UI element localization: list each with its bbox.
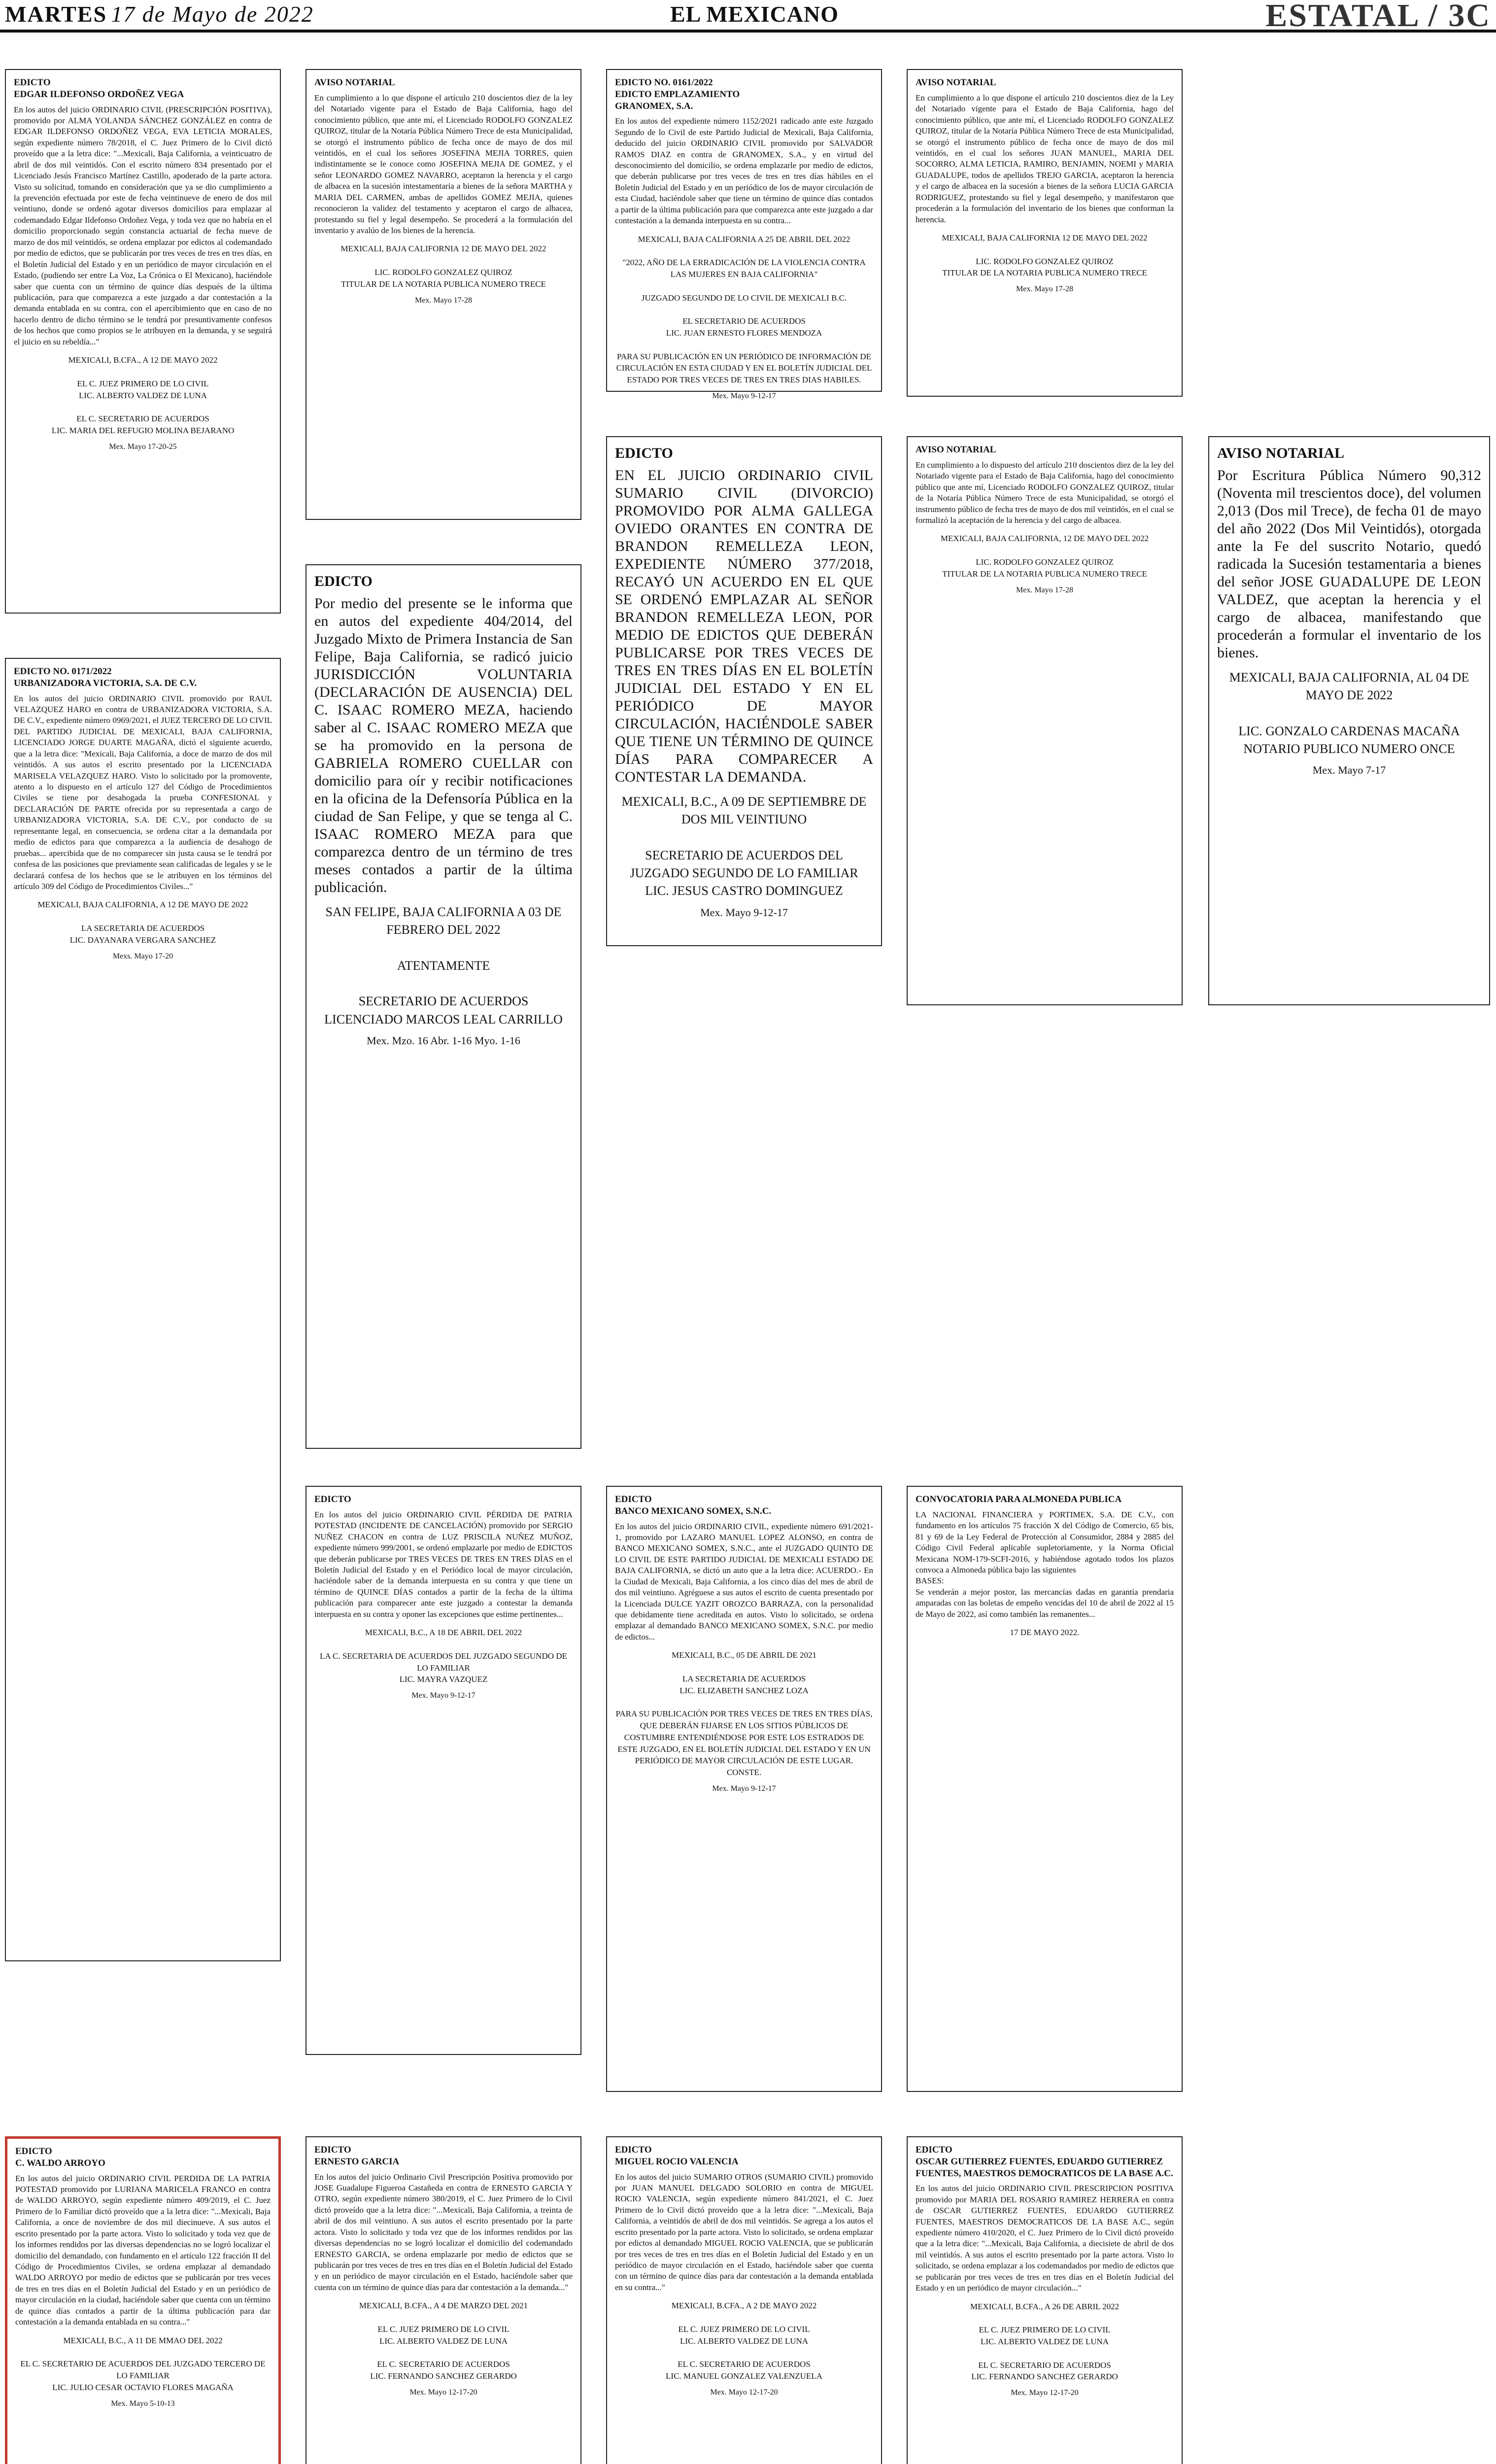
notice-signature: SAN FELIPE, BAJA CALIFORNIA A 03 DE FEBRERO DEL 2022 ATENTAMENTE SECRETARIO DE ACUERDOS LICENCIADO MARCOS LEAL CARRILLO [324, 904, 563, 1027]
legal-notice[interactable] [606, 1486, 882, 2092]
notice-signature: MEXICALI, BAJA CALIFORNIA 12 DE MAYO DEL 2022 LIC. RODOLFO GONZALEZ QUIROZ TITULAR DE LA NOTARIA PUBLICA NUMERO TRECE [942, 233, 1148, 278]
legal-notice[interactable] [606, 69, 882, 400]
notice-heading: EDICTO [314, 573, 373, 589]
notice-heading: AVISO NOTARIAL [916, 445, 996, 455]
legal-notice[interactable] [907, 1486, 1183, 2092]
column-1 [5, 69, 281, 2464]
publication-dates: Mex. Mayo 17-20-25 [109, 442, 177, 451]
notice-signature: MEXICALI, B.C., 05 DE ABRIL DE 2021 LA SECRETARIA DE ACUERDOS LIC. ELIZABETH SANCHEZ LOZA PARA SU PUBLICACIÓN POR TRES VECES DE TRES EN TRES DÍAS, QUE DEBERÁN FIJARSE EN LOS SITIOS PÚBLICOS DE COSTUMBRE ENTENDIÉNDOSE POR ESTE LOS ESTRADOS DE ESTE JUZGADO, EN EL BOLETÍN JUDICIAL DEL ESTADO Y EN UN PERIÓDICO DE MAYOR CIRCULACIÓN DE ESTE LUGAR. CONSTE. [615, 1650, 873, 1778]
publication-dates: Mex. Mayo 12-17-20 [1011, 2389, 1079, 2397]
notice-body: En cumplimiento a lo que dispone el artículo 210 doscientos diez de la ley del Notariado vigente para el Estado de Baja California, hago del conocimiento público, que ante mí, el Licenciado RODOLFO GONZALEZ QUIROZ, titular de la Notaría Pública Número Trece de esta Municipalidad, se otorgó el instrumento público de fecha once de mayo de dos mil veintidós, en el cual los señores JOSEFINA MEJIA TORRES, quien indistintamente se le conoce como JOSEFINA MEJIA DE GOMEZ, y el señor LEONARDO GOMEZ NAVARRO, aceptaron la herencia y el cargo de albacea en la sucesión intestamentaria a bienes de la señora MARTHA y MARIA DEL CARMEN, ambas de apellidos GOMEZ MEJIA, quienes reconocieron la validez del testamento y aceptaron el cargo de albacea, protestando su fiel y legal desempeño. Se procederá a la formulación del inventario y avalúo de los bienes de la herencia. [314, 93, 575, 235]
notice-heading: EDICTO NO. 0161/2022 EDICTO EMPLAZAMIENTO GRANOMEX, S.A. [615, 77, 740, 111]
notice-heading: EDICTO MIGUEL ROCIO VALENCIA [615, 2145, 739, 2167]
notice-body: En los autos del juicio Ordinario Civil Prescripción Positiva promovido por JOSE Guadalupe Figueroa Castañeda en contra de ERNESTO GARCIA Y OTRO, según expediente número 380/2019, el C. Juez Primero de lo Civil dictó proveído que a la letra dice: "...Mexicali, Baja California, a treinta de abril de dos mil veintiuno. A sus autos el escrito presentado por la parte actora. Visto lo solicitado y toda vez que de los informes rendidos por las diversas dependencias no se logró localizar el domicilio del codemandado ERNESTO GARCIA, se ordena emplazarle por medio de edictos que se publicarán por tres veces de tres en tres días en el Boletín Judicial del Estado y en un periódico de mayor circulación en el Estado, haciéndole saber que cuenta con un término de quince días para dar contestación a la demanda..." [314, 2172, 575, 2292]
legal-notice[interactable] [1208, 436, 1490, 1005]
legal-notice[interactable] [907, 2136, 1183, 2464]
weekday: MARTES [5, 1, 107, 27]
legal-notice[interactable] [306, 2136, 581, 2464]
notice-heading: CONVOCATORIA PARA ALMONEDA PUBLICA [916, 1494, 1122, 1505]
notice-heading: EDICTO C. WALDO ARROYO [15, 2146, 105, 2168]
publication-dates: Mex. Mzo. 16 Abr. 1-16 Myo. 1-16 [367, 1034, 520, 1047]
notice-body: En los autos del juicio ORDINARIO CIVIL PÉRDIDA DE PATRIA POTESTAD (INCIDENTE DE CANCELACIÓN) promovido por SERGIO NUÑEZ CHACON en contra de LUZ PRISCILA NUÑEZ MUÑOZ, expediente número 999/2001, se ordenó emplazarle por medio de EDICTOS que deberán publicarse por TRES VECES DE TRES EN TRES DÍAS en el Boletín Judicial del Estado y en el Periódico local de mayor circulación, haciéndole saber de la demanda interpuesta en su contra y que tiene un término de QUINCE DÍAS contados a partir de la fecha de la última publicación para comparecer ante este juzgado a contestar la demanda interpuesta en su contra y oponer las excepciones que estime pertinentes... [314, 1509, 575, 1619]
legal-notice[interactable] [5, 658, 281, 1961]
notice-signature: MEXICALI, B.C., A 09 DE SEPTIEMBRE DE DOS MIL VEINTIUNO SECRETARIO DE ACUERDOS DEL JUZGADO SEGUNDO DE LO FAMILIAR LIC. JESUS CASTRO DOMINGUEZ [621, 794, 867, 898]
notice-signature: MEXICALI, BAJA CALIFORNIA 12 DE MAYO DEL 2022 LIC. RODOLFO GONZALEZ QUIROZ TITULAR DE LA NOTARIA PUBLICA NUMERO TRECE [340, 244, 546, 289]
notice-signature: MEXICALI, B.CFA., A 2 DE MAYO 2022 EL C. JUEZ PRIMERO DE LO CIVIL LIC. ALBERTO VALDEZ DE LUNA EL C. SECRETARIO DE ACUERDOS LIC. MANUEL GONZALEZ VALENZUELA [666, 2301, 822, 2381]
legal-notice[interactable] [306, 1486, 581, 2055]
notice-heading: AVISO NOTARIAL [916, 77, 996, 88]
notice-heading: EDICTO [615, 445, 673, 461]
publication-dates: Mex. Mayo 12-17-20 [409, 2388, 477, 2396]
notice-body: En los autos del juicio ORDINARIO CIVIL PRESCRIPCION POSITIVA promovido por MARIA DEL ROSARIO RAMIREZ HERRERA en contra de OSCAR GUTIERREZ FUENTES, EDUARDO GUTIERREZ FUENTES, MAESTROS DEMOCRATICOS DE LA BASE A.C., según expediente número 410/2020, el C. Juez Primero de lo Civil dictó proveído que a la letra dice: "...Mexicali, Baja California, a diecisiete de abril de dos mil veintidós. A sus autos el escrito presentado por la parte actora. Visto lo solicitado, se ordena emplazar a los codemandados por medio de edictos que se publicarán por tres veces de tres en tres días en el Boletín Judicial del Estado y en un periódico de mayor circulación..." [916, 2184, 1176, 2293]
column-3 [606, 69, 882, 2464]
legal-notice[interactable] [306, 69, 581, 520]
newspaper-name: EL MEXICANO [670, 1, 839, 27]
notice-signature: MEXICALI, B.CFA., A 4 DE MARZO DEL 2021 EL C. JUEZ PRIMERO DE LO CIVIL LIC. ALBERTO VALDEZ DE LUNA EL C. SECRETARIO DE ACUERDOS LIC. FERNANDO SANCHEZ GERARDO [359, 2301, 528, 2381]
column-5 [1208, 69, 1490, 2464]
column-4 [907, 69, 1183, 2464]
publication-dates: Mexs. Mayo 17-20 [112, 952, 173, 960]
notice-signature: MEXICALI, B.CFA., A 26 DE ABRIL 2022 EL C. JUEZ PRIMERO DE LO CIVIL LIC. ALBERTO VALDEZ DE LUNA EL C. SECRETARIO DE ACUERDOS LIC. FERNANDO SANCHEZ GERARDO [970, 2301, 1120, 2382]
notice-body: EN EL JUICIO ORDINARIO CIVIL SUMARIO CIVIL (DIVORCIO) PROMOVIDO POR ALMA GALLEGA OVIEDO ORANTES EN CONTRA DE BRANDON REMELLEZA LEON, EXPEDIENTE NÚMERO 377/2018, RECAYÓ UN ACUERDO EN EL QUE SE ORDENÓ EMPLAZAR AL SEÑOR BRANDON REMELLEZA LEON, POR MEDIO DE EDICTOS QUE DEBERÁN PUBLICARSE POR TRES VECES DE TRES EN TRES DÍAS EN EL BOLETÍN JUDICIAL DEL ESTADO Y EN EL PERIÓDICO DE MAYOR CIRCULACIÓN, HACIÉNDOLE SABER QUE TIENE UN TÉRMINO DE QUINCE DÍAS PARA COMPARECER A CONTESTAR LA DEMANDA. [615, 467, 877, 785]
publication-dates: Mex. Mayo 9-12-17 [700, 906, 788, 919]
legal-notice[interactable] [306, 564, 581, 1449]
notice-signature: MEXICALI, BAJA CALIFORNIA, A 12 DE MAYO DE 2022 LA SECRETARIA DE ACUERDOS LIC. DAYANARA VERGARA SANCHEZ [37, 900, 248, 945]
notice-body: LA NACIONAL FINANCIERA y PORTIMEX, S.A. DE C.V., con fundamento en los artículos 75 fracción X del Código de Comercio, 65 bis, 81 y 69 de la Ley Federal de Protección al Consumidor, 2884 y 2885 del Código Civil Federal aplicable supletoriamente, y la Norma Oficial Mexicana NOM-179-SCFI-2016, y habiéndose agotado todos los plazos convoca a Almoneda pública bajo las siguientes BASES: Se venderán a mejor postor, las mercancías dadas en garantía prendaria amparadas con las boletas de empeño vencidas del 10 de abril de 2022 al 15 de Mayo de 2022, así como también las remanentes... [916, 1509, 1174, 1619]
date-text: 17 de Mayo de 2022 [111, 1, 314, 27]
notice-signature: MEXICALI, B.C., A 11 DE MMAO DEL 2022 EL C. SECRETARIO DE ACUERDOS DEL JUZGADO TERCERO DE LO FAMILIAR LIC. JULIO CESAR OCTAVIO FLORES MAGAÑA [20, 2335, 266, 2392]
section-name: ESTATAL / 3C [1265, 0, 1491, 34]
notice-body: En los autos del juicio ORDINARIO CIVIL (PRESCRIPCIÓN POSITIVA), promovido por ALMA YOLANDA SÁNCHEZ GONZÁLEZ en contra de EDGAR ILDEFONSO ORDOÑEZ VEGA, EVA LETICIA MORALES, según expediente número 78/2018, el C. Juez Primero de lo Civil dictó proveído que a la letra dice: "...Mexicali, Baja California, a veinticuatro de abril de dos mil veintidós. Con el escrito número 834 presentado por el Licenciado Jesús Francisco Martínez Castillo, apoderado de la parte actora. Visto su solicitud, tomando en consideración que ya se dio cumplimiento a la prevención efectuada por este de fecha veintinueve de enero de dos mil veintiuno, donde se ordenó agotar diversos domicilios para emplazar al codemandado Edgar Ildefonso Ordoñez Vega, y toda vez que no habría en el domicilio proporcionado según constancia actuarial de fecha nueve de marzo de dos mil veintidós, se ordena emplazar por edictos al codemandado por medio de edictos, que se publicarán por tres veces de tres en tres días, en el Boletín Judicial del Estado y en un periódico de mayor circulación en el Estado, (pudiendo ser entre La Voz, La Crónica o El Mexicano), haciéndole saber que cuenta con un término de quince días después de la última publicación, para que comparezca a este juzgado a dar contestación a la demanda entablada en su contra, con el apercibimiento que en caso de no hacerlo dentro de dicho término se le tendrá por presuntivamente confesos de los hechos que como propios se le atribuyen en la demanda, y se seguirá el juicio en su rebeldía..." [14, 104, 274, 346]
publication-dates: Mex. Mayo 7-17 [1312, 764, 1386, 777]
notice-body: En los autos del expediente número 1152/2021 radicado ante este Juzgado Segundo de lo Civil de este Partido Judicial de Mexicali, Baja California, deducido del juicio ORDINARIO CIVIL promovido por SALVADOR RAMOS DIAZ en contra de GRANOMEX, S.A., y en virtud del desconocimiento del domicilio, se ordena emplazarle por medio de edictos, que deberán publicarse por tres veces de tres en tres días hábiles en el Boletín Judicial del Estado y en un periódico de los de mayor circulación de esta Ciudad, haciéndole saber que tiene un término de quince días contados a partir de la última publicación para que comparezca ante este juzgado a dar contestación a la demanda interpuesta en su contra... [615, 116, 876, 226]
notice-body: En los autos del juicio ORDINARIO CIVIL PERDIDA DE LA PATRIA POTESTAD promovido por LURIANA MARICELA FRANCO en contra de WALDO ARROYO, según expediente número 409/2019, el C. Juez Primero de lo Familiar dictó proveído que a la letra dice: "...Mexicali, Baja California, a once de noviembre de dos mil diecinueve. A sus autos el escrito presentado por la parte actora. Visto lo solicitado y toda vez que de los informes rendidos por las diversas dependencias no se logró localizar el domicilio del demandado, con fundamento en el artículo 122 fracción II del Código de Procedimientos Civiles, se ordena emplazar al demandado WALDO ARROYO por medio de edictos que se publicarán por tres veces de tres en tres días en el Boletín Judicial del Estado y en un periódico de mayor circulación en la ciudad, haciéndole saber que cuenta con un término de quince días contados a partir de la última publicación para dar contestación a la demanda entablada en su contra..." [15, 2173, 273, 2327]
notice-heading: AVISO NOTARIAL [314, 77, 395, 88]
publication-dates: Mex. Mayo 17-28 [415, 296, 472, 305]
notice-body: En los autos del juicio ORDINARIO CIVIL promovido por RAUL VELAZQUEZ HARO en contra de URBANIZADORA VICTORIA, S.A. DE C.V., expediente número 0969/2021, el JUEZ TERCERO DE LO CIVIL DEL PARTIDO JUDICIAL DE MEXICALI, BAJA CALIFORNIA, LICENCIADO JORGE DUARTE MAGAÑA, dictó el siguiente acuerdo, que a la letra dice: "Mexicali, Baja California, a doce de marzo de dos mil veintidós. A sus autos el escrito presentado por la LICENCIADA MARISELA VELAZQUEZ HARO. Visto lo solicitado por la promovente, atento a lo dispuesto en el artículo 127 del Código de Procedimientos Civiles se tiene por desahogada la prueba CONFESIONAL y DECLARACIÓN DE PARTE ofrecida por su representada a cargo de URBANIZADORA VICTORIA, S.A. DE C.V., por conducto de su representante legal, en consecuencia, se ordena citar a la demandada por medio de edictos para que comparezca a la audiencia de desahogo de pruebas... apercibida que de no comparecer sin justa causa se le tendrá por confesa de las posiciones que previamente sean calificadas de legales y se le declarará confesa de los hechos que se le atribuyen en los términos del artículo 309 del Código de Procedimientos Civiles..." [14, 693, 274, 891]
legal-notice[interactable] [907, 69, 1183, 397]
notice-body: En cumplimiento a lo dispuesto del artículo 210 doscientos diez de la ley del Notariado vigente para el Estado de Baja California, hago del conocimiento público que ante mí, Licenciado RODOLFO GONZALEZ QUIROZ, titular de la Notaría Pública Número Trece de esta Municipalidad, se otorgó el instrumento público de fecha tres de mayo de dos mil veintidós, en el cual se formalizó la aceptación de la herencia y del cargo de albacea. [916, 460, 1176, 525]
publication-dates: Mex. Mayo 12-17-20 [710, 2388, 778, 2396]
notice-signature: MEXICALI, BAJA CALIFORNIA, 12 DE MAYO DEL 2022 LIC. RODOLFO GONZALEZ QUIROZ TITULAR DE LA NOTARIA PUBLICA NUMERO TRECE [940, 534, 1149, 579]
publication-dates: Mex. Mayo 5-10-13 [111, 2399, 175, 2408]
notice-signature: MEXICALI, BAJA CALIFORNIA, AL 04 DE MAYO DE 2022 LIC. GONZALO CARDENAS MACAÑA NOTARIO PUBLICO NUMERO ONCE [1229, 670, 1469, 756]
column-2 [306, 69, 581, 2464]
legal-notice[interactable] [606, 2136, 882, 2464]
publication-dates: Mex. Mayo 17-28 [1016, 285, 1073, 294]
notice-body: Por medio del presente se le informa que en autos del expediente 404/2014, del Juzgado Mixto de Primera Instancia de San Felipe, Baja California, se radicó juicio JURISDICCIÓN VOLUNTARIA (DECLARACIÓN DE AUSENCIA) DEL C. ISAAC ROMERO MEZA, haciendo saber al C. ISAAC ROMERO MEZA que se ha promovido en la persona de GABRIELA ROMERO CUELLAR con domicilio para oír y recibir notificaciones en la oficina de la Defensoría Pública en la ciudad de San Felipe, y que se tenga al C. ISAAC ROMERO MEZA para que comparezca dentro de un término de tres meses contados a partir de la última publicación. [314, 595, 577, 895]
notice-heading: AVISO NOTARIAL [1217, 445, 1345, 461]
publication-dates: Mex. Mayo 17-28 [1016, 585, 1073, 594]
notice-body: En los autos del juicio ORDINARIO CIVIL, expediente número 691/2021-1, promovido por LAZARO MANUEL LOPEZ ALONSO, en contra de BANCO MEXICANO SOMEX, S.N.C., ante el JUZGADO QUINTO DE LO CIVIL DE ESTE PARTIDO JUDICIAL DE MEXICALI ESTADO DE BAJA CALIFORNIA, se dictó un auto que a la letra dice: ACUERDO.- En la Ciudad de Mexicali, Baja California, a los cinco días del mes de abril de dos mil veintiuno. Agréguese a sus autos el escrito de cuenta presentado por la Licenciada DULCE YAZIT OROZCO BARRAZA, con la personalidad que debidamente tiene acreditada en autos. Visto lo solicitado, se ordena emplazar al demandado BANCO MEXICANO SOMEX, S.N.C. por medio de edictos... [615, 1521, 876, 1642]
notice-heading: EDICTO ERNESTO GARCIA [314, 2145, 400, 2167]
page-header [0, 0, 1496, 33]
notice-signature: 17 DE MAYO 2022. [1010, 1628, 1080, 1638]
notice-heading: EDICTO OSCAR GUTIERREZ FUENTES, EDUARDO GUTIERREZ FUENTES, MAESTROS DEMOCRATICOS DE LA BASE A.C. [916, 2145, 1173, 2179]
legal-notice[interactable] [907, 436, 1183, 1005]
notice-signature: MEXICALI, BAJA CALIFORNIA A 25 DE ABRIL DEL 2022 "2022, AÑO DE LA ERRADICACIÓN DE LA VIOLENCIA CONTRA LAS MUJERES EN BAJA CALIFORNIA" JUZGADO SEGUNDO DE LO CIVIL DE MEXICALI B.C. EL SECRETARIO DE ACUERDOS LIC. JUAN ERNESTO FLORES MENDOZA PARA SU PUBLICACIÓN EN UN PERIÓDICO DE INFORMACIÓN DE CIRCULACIÓN EN ESTA CIUDAD Y EN EL BOLETÍN JUDICIAL DEL ESTADO POR TRES VECES DE TRES EN TRES DIAS HABILES. [616, 234, 872, 385]
legal-notice[interactable] [5, 2136, 281, 2464]
notice-body: Por Escritura Pública Número 90,312 (Noventa mil trescientos doce), del volumen 2,013 (Dos mil Trece), de fecha 01 de mayo del año 2022 (Dos Mil Veintidós), otorgada ante la Fe del suscrito Notario, quedó radicada la Sucesión testamentaria a bienes del señor JOSE GUADALUPE DE LEON VALDEZ, que aceptan la herencia y el cargo de albacea, manifestando que procederán a formular el inventario de los bienes. [1217, 467, 1485, 661]
publication-dates: Mex. Mayo 9-12-17 [712, 391, 776, 400]
legal-notice[interactable] [606, 436, 882, 946]
legal-notice[interactable] [5, 69, 281, 614]
notice-heading: EDICTO [314, 1494, 351, 1505]
notice-heading: EDICTO NO. 0171/2022 URBANIZADORA VICTORIA, S.A. DE C.V. [14, 666, 197, 688]
notice-signature: MEXICALI, B.C., A 18 DE ABRIL DEL 2022 LA C. SECRETARIA DE ACUERDOS DEL JUZGADO SEGUNDO DE LO FAMILIAR LIC. MAYRA VAZQUEZ [320, 1628, 567, 1684]
publication-dates: Mex. Mayo 9-12-17 [411, 1691, 476, 1700]
notice-signature: MEXICALI, B.CFA., A 12 DE MAYO 2022 EL C. JUEZ PRIMERO DE LO CIVIL LIC. ALBERTO VALDEZ DE LUNA EL C. SECRETARIO DE ACUERDOS LIC. MARIA DEL REFUGIO MOLINA BEJARANO [51, 355, 235, 435]
notice-body: En los autos del juicio SUMARIO OTROS (SUMARIO CIVIL) promovido por JUAN MANUEL DELGADO SOLORIO en contra de MIGUEL ROCIO VALENCIA, según expediente número 841/2021, el C. Juez Primero de lo Civil dictó proveído que a la letra dice: "...Mexicali, Baja California, a veintidós de abril de dos mil veintidós. Se agrega a los autos el escrito presentado por la parte actora. Visto lo solicitado, se ordena emplazar por edictos al demandado MIGUEL ROCIO VALENCIA, que se publicarán por tres veces de tres en tres días en el Boletín Judicial del Estado y en un periódico de mayor circulación en el Estado, haciéndole saber que cuenta con un término de quince días para dar contestación a la demanda entablada en su contra..." [615, 2172, 876, 2292]
notice-heading: EDICTO BANCO MEXICANO SOMEX, S.N.C. [615, 1494, 772, 1516]
issue-date [5, 1, 314, 27]
notice-body: En cumplimiento a lo que dispone el artículo 210 doscientos diez de la Ley del Notariado vigente para el Estado de Baja California, hago del conocimiento público, que ante mí, el Licenciado RODOLFO GONZALEZ QUIROZ, titular de la Notaría Pública Número Trece de esta Municipalidad, se otorgó el instrumento público de fecha once de mayo de dos mil veintidós, en el cual los señores JUAN MANUEL, MARIA DEL SOCORRO, ALMA LETICIA, RAMIRO, BENJAMIN, NOEMI y MARIA GUADALUPE, todos de apellidos TREJO GARCIA, aceptaron la herencia y el cargo de albacea en la sucesión a bienes de la señora LUCIA GARCIA RODRIGUEZ, protestando su fiel y legal desempeño, y manifestaron que procederán a la formulación del inventario de los bienes que conforman la herencia. [916, 93, 1176, 224]
notice-heading: EDICTO EDGAR ILDEFONSO ORDOÑEZ VEGA [14, 77, 184, 100]
publication-dates: Mex. Mayo 9-12-17 [712, 1784, 776, 1793]
